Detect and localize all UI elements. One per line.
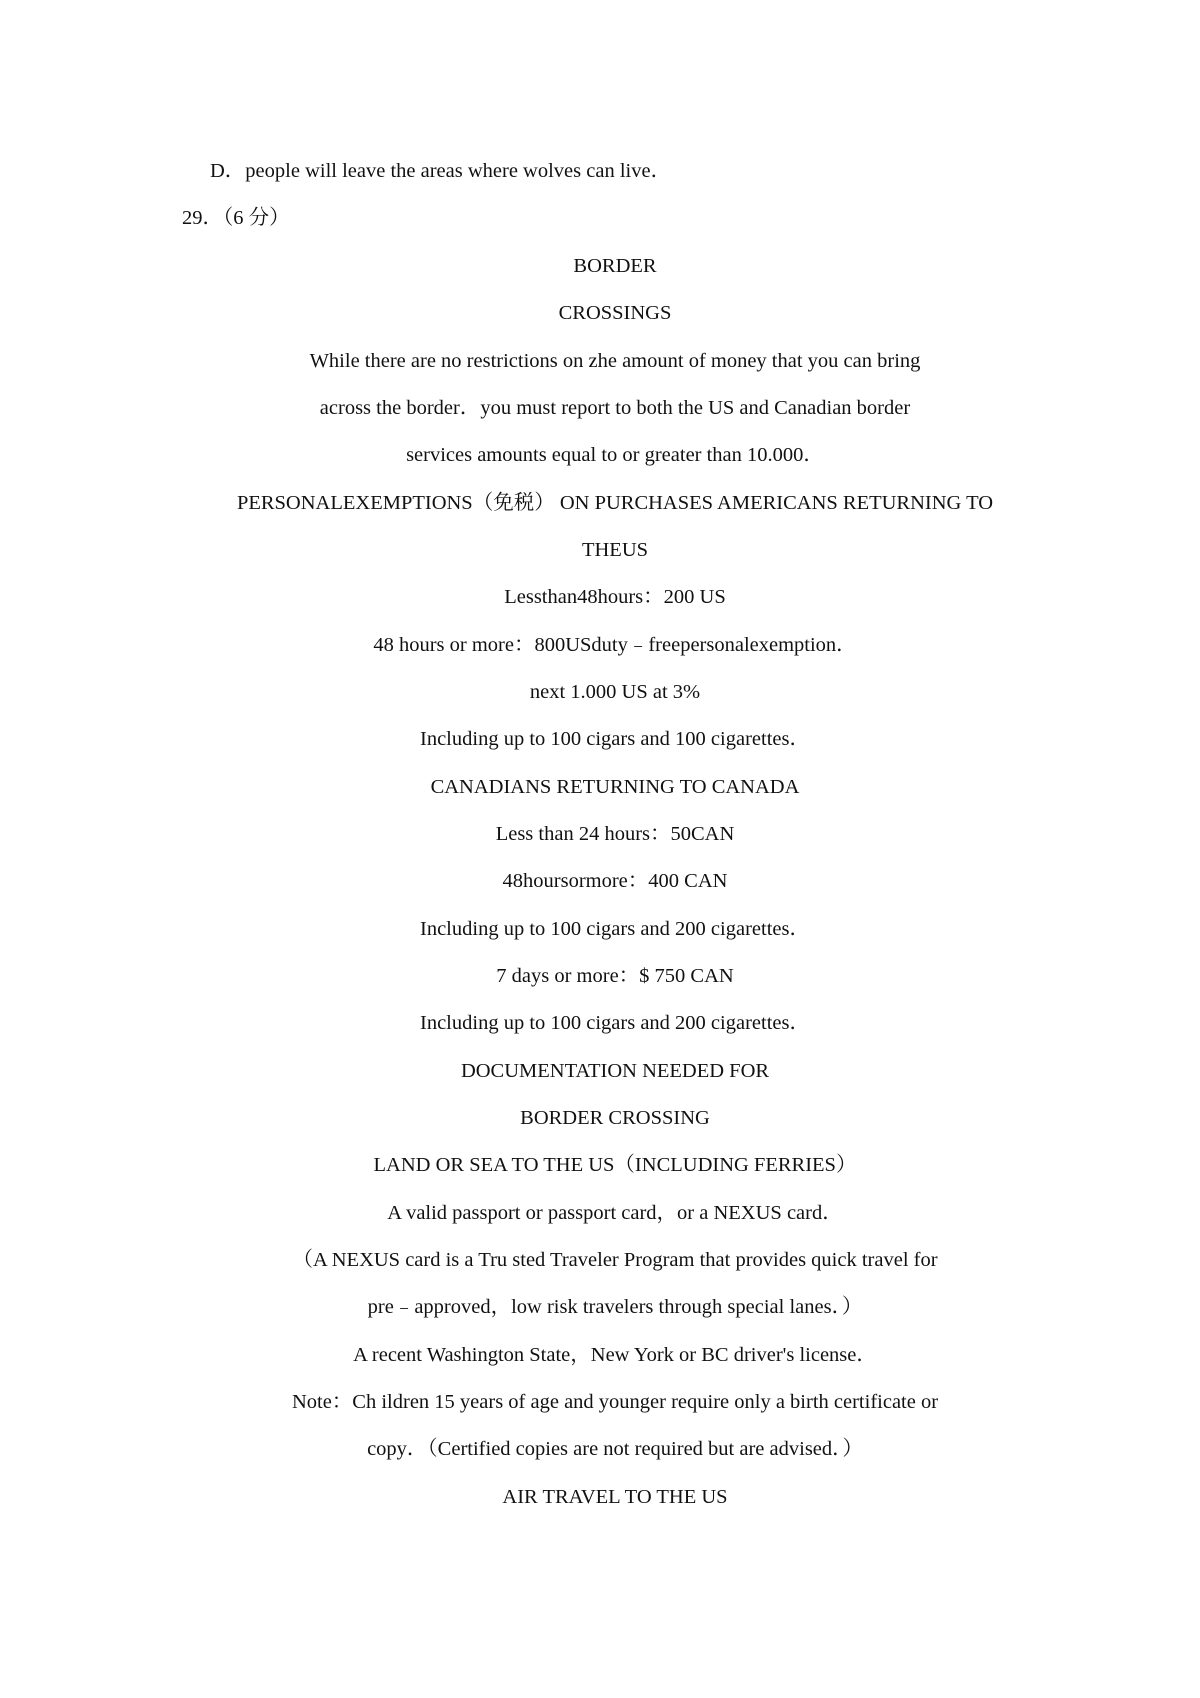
title-line-2: CROSSINGS — [558, 302, 672, 324]
documentation-heading-line-2: BORDER CROSSING — [520, 1107, 710, 1129]
exemptions-heading-line-1: PERSONALEXEMPTIONS（免税） ON PURCHASES AMERICANS RETURNING TO — [236, 492, 994, 514]
canada-rule-5: Including up to 100 cigars and 200 cigarettes． — [420, 1012, 810, 1034]
land-sea-line-5: Note：Ch ildren 15 years of age and younger require only a birth certificate or — [291, 1391, 939, 1413]
air-travel-heading: AIR TRAVEL TO THE US — [502, 1486, 728, 1508]
land-sea-line-1: A valid passport or passport card，or a NEXUS card． — [387, 1202, 843, 1224]
answer-option-d: D．people will leave the areas where wolves can live． — [210, 160, 672, 182]
intro-line-1: While there are no restrictions on zhe amount of money that you can bring — [309, 350, 921, 372]
land-sea-line-2: （A NEXUS card is a Tru sted Traveler Program that provides quick travel for — [292, 1249, 938, 1271]
us-rule-4: Including up to 100 cigars and 100 cigarettes． — [420, 728, 810, 750]
us-rule-2: 48 hours or more：800USduty﹣freepersonalexemption． — [373, 634, 857, 656]
canada-rule-4: 7 days or more：$ 750 CAN — [496, 965, 734, 987]
title-line-1: BORDER — [573, 255, 657, 277]
land-sea-line-4: A recent Washington State，New York or BC driver's license． — [353, 1344, 877, 1366]
intro-line-2: across the border．you must report to both the US and Canadian border — [319, 397, 911, 419]
canada-rule-1: Less than 24 hours：50CAN — [495, 823, 735, 845]
land-sea-line-6: copy．（Certified copies are not required but are advised．） — [367, 1438, 863, 1460]
canada-rule-3: Including up to 100 cigars and 200 cigarettes． — [420, 918, 810, 940]
canada-heading: CANADIANS RETURNING TO CANADA — [430, 776, 800, 798]
exemptions-heading-line-2: THEUS — [581, 539, 649, 561]
question-number: 29．（6 分） — [182, 207, 290, 229]
us-rule-1: Lessthan48hours：200 US — [504, 586, 726, 608]
land-sea-line-3: pre﹣approved，low risk travelers through special lanes．） — [367, 1296, 863, 1318]
canada-rule-2: 48hoursormore：400 CAN — [502, 870, 728, 892]
land-sea-heading: LAND OR SEA TO THE US（INCLUDING FERRIES） — [373, 1154, 857, 1176]
intro-line-3: services amounts equal to or greater than 10.000． — [406, 444, 824, 466]
us-rule-3: next 1.000 US at 3% — [529, 681, 701, 703]
documentation-heading-line-1: DOCUMENTATION NEEDED FOR — [460, 1060, 770, 1082]
